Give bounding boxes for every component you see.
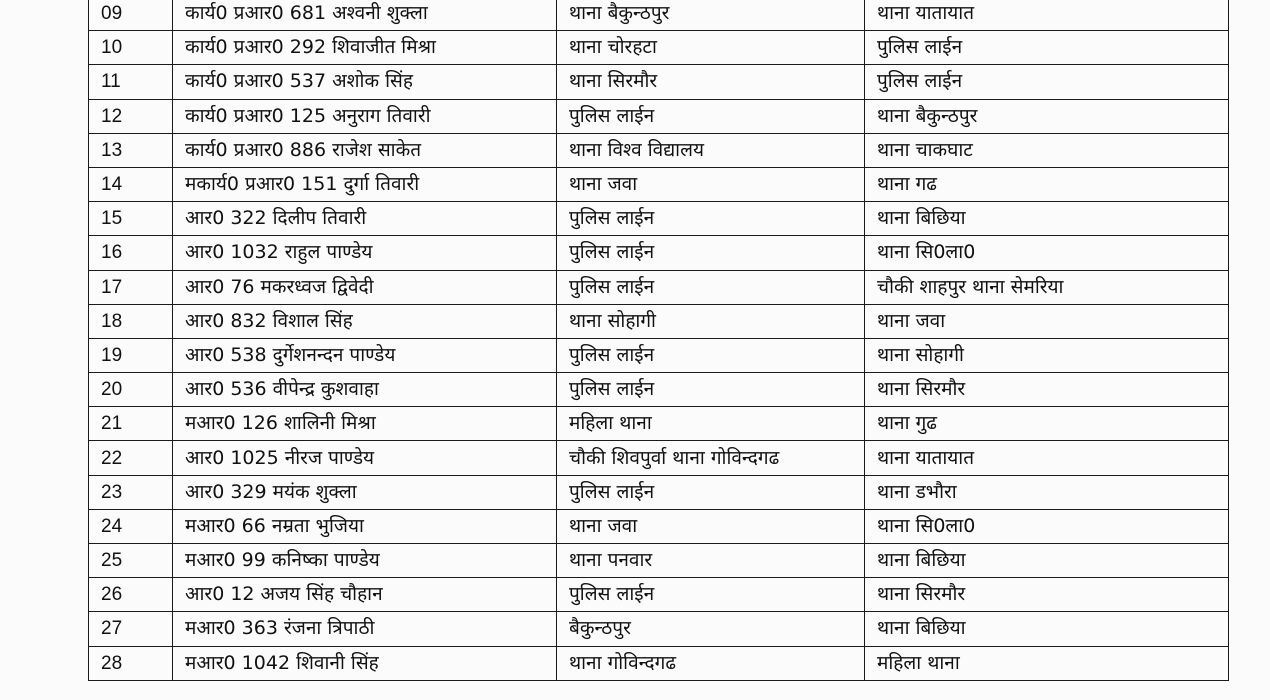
- employee-name-cell: मआर0 66 नम्रता भुजिया: [173, 509, 557, 543]
- new-posting-cell: थाना सि0ला0: [865, 509, 1229, 543]
- serial-number-cell: 10: [89, 31, 173, 65]
- new-posting-cell: थाना डभौरा: [865, 475, 1229, 509]
- table-row: [89, 612, 1229, 646]
- table-row: [89, 441, 1229, 475]
- new-posting-cell: थाना जवा: [865, 304, 1229, 338]
- employee-name-cell: कार्य0 प्रआर0 886 राजेश साकेत: [173, 133, 557, 167]
- current-posting-cell: थाना गोविन्दगढ: [557, 646, 865, 680]
- employee-name-cell: कार्य0 प्रआर0 537 अशोक सिंह: [173, 65, 557, 99]
- serial-number-cell: 23: [89, 475, 173, 509]
- employee-name-cell: कार्य0 प्रआर0 292 शिवाजीत मिश्रा: [173, 31, 557, 65]
- current-posting-cell: थाना विश्व विद्यालय: [557, 133, 865, 167]
- serial-number-cell: 13: [89, 133, 173, 167]
- serial-number-cell: 11: [89, 65, 173, 99]
- serial-number-cell: 09: [89, 0, 173, 31]
- current-posting-cell: थाना पनवार: [557, 544, 865, 578]
- current-posting-cell: पुलिस लाईन: [557, 99, 865, 133]
- serial-number-cell: 24: [89, 509, 173, 543]
- current-posting-cell: थाना चोरहटा: [557, 31, 865, 65]
- employee-name-cell: कार्य0 प्रआर0 125 अनुराग तिवारी: [173, 99, 557, 133]
- table-row: [89, 167, 1229, 201]
- new-posting-cell: चौकी शाहपुर थाना सेमरिया: [865, 270, 1229, 304]
- employee-name-cell: आर0 1032 राहुल पाण्डेय: [173, 236, 557, 270]
- employee-name-cell: आर0 322 दिलीप तिवारी: [173, 202, 557, 236]
- employee-name-cell: मआर0 363 रंजना त्रिपाठी: [173, 612, 557, 646]
- serial-number-cell: 20: [89, 373, 173, 407]
- serial-number-cell: 18: [89, 304, 173, 338]
- employee-name-cell: आर0 832 विशाल सिंह: [173, 304, 557, 338]
- table-row: [89, 31, 1229, 65]
- table-row: [89, 236, 1229, 270]
- current-posting-cell: पुलिस लाईन: [557, 475, 865, 509]
- current-posting-cell: बैकुन्ठपुर: [557, 612, 865, 646]
- current-posting-cell: पुलिस लाईन: [557, 578, 865, 612]
- employee-name-cell: आर0 536 वीपेन्द्र कुशवाहा: [173, 373, 557, 407]
- employee-name-cell: आर0 76 मकरध्वज द्विवेदी: [173, 270, 557, 304]
- table-body: [89, 0, 1229, 680]
- new-posting-cell: थाना सिरमौर: [865, 578, 1229, 612]
- employee-name-cell: आर0 329 मयंक शुक्ला: [173, 475, 557, 509]
- table-row: [89, 304, 1229, 338]
- new-posting-cell: थाना गुढ: [865, 407, 1229, 441]
- current-posting-cell: पुलिस लाईन: [557, 338, 865, 372]
- current-posting-cell: थाना जवा: [557, 167, 865, 201]
- employee-name-cell: आर0 12 अजय सिंह चौहान: [173, 578, 557, 612]
- table-row: [89, 544, 1229, 578]
- table-row: [89, 133, 1229, 167]
- new-posting-cell: थाना बिछिया: [865, 544, 1229, 578]
- new-posting-cell: थाना यातायात: [865, 441, 1229, 475]
- current-posting-cell: थाना जवा: [557, 509, 865, 543]
- serial-number-cell: 16: [89, 236, 173, 270]
- table-row: [89, 338, 1229, 372]
- current-posting-cell: महिला थाना: [557, 407, 865, 441]
- serial-number-cell: 22: [89, 441, 173, 475]
- table-row: [89, 475, 1229, 509]
- new-posting-cell: थाना सिरमौर: [865, 373, 1229, 407]
- current-posting-cell: पुलिस लाईन: [557, 202, 865, 236]
- new-posting-cell: थाना बिछिया: [865, 612, 1229, 646]
- table-row: [89, 99, 1229, 133]
- current-posting-cell: थाना सिरमौर: [557, 65, 865, 99]
- current-posting-cell: पुलिस लाईन: [557, 236, 865, 270]
- new-posting-cell: थाना सोहागी: [865, 338, 1229, 372]
- table-row: [89, 65, 1229, 99]
- employee-name-cell: मआर0 1042 शिवानी सिंह: [173, 646, 557, 680]
- serial-number-cell: 15: [89, 202, 173, 236]
- serial-number-cell: 27: [89, 612, 173, 646]
- new-posting-cell: थाना बिछिया: [865, 202, 1229, 236]
- table-row: [89, 646, 1229, 680]
- new-posting-cell: पुलिस लाईन: [865, 31, 1229, 65]
- current-posting-cell: चौकी शिवपुर्वा थाना गोविन्दगढ: [557, 441, 865, 475]
- serial-number-cell: 17: [89, 270, 173, 304]
- serial-number-cell: 26: [89, 578, 173, 612]
- new-posting-cell: थाना चाकघाट: [865, 133, 1229, 167]
- table-row: [89, 373, 1229, 407]
- serial-number-cell: 12: [89, 99, 173, 133]
- table-row: [89, 578, 1229, 612]
- employee-name-cell: आर0 538 दुर्गेशनन्दन पाण्डेय: [173, 338, 557, 372]
- serial-number-cell: 21: [89, 407, 173, 441]
- new-posting-cell: पुलिस लाईन: [865, 65, 1229, 99]
- new-posting-cell: थाना गढ: [865, 167, 1229, 201]
- table-row: [89, 407, 1229, 441]
- employee-name-cell: कार्य0 प्रआर0 681 अश्वनी शुक्ला: [173, 0, 557, 31]
- serial-number-cell: 28: [89, 646, 173, 680]
- employee-name-cell: मआर0 99 कनिष्का पाण्डेय: [173, 544, 557, 578]
- new-posting-cell: थाना यातायात: [865, 0, 1229, 31]
- table-row: [89, 202, 1229, 236]
- new-posting-cell: थाना सि0ला0: [865, 236, 1229, 270]
- current-posting-cell: थाना बैकुन्ठपुर: [557, 0, 865, 31]
- employee-name-cell: आर0 1025 नीरज पाण्डेय: [173, 441, 557, 475]
- employee-name-cell: मआर0 126 शालिनी मिश्रा: [173, 407, 557, 441]
- current-posting-cell: थाना सोहागी: [557, 304, 865, 338]
- serial-number-cell: 19: [89, 338, 173, 372]
- table-row: [89, 270, 1229, 304]
- current-posting-cell: पुलिस लाईन: [557, 270, 865, 304]
- new-posting-cell: महिला थाना: [865, 646, 1229, 680]
- new-posting-cell: थाना बैकुन्ठपुर: [865, 99, 1229, 133]
- employee-name-cell: मकार्य0 प्रआर0 151 दुर्गा तिवारी: [173, 167, 557, 201]
- current-posting-cell: पुलिस लाईन: [557, 373, 865, 407]
- serial-number-cell: 14: [89, 167, 173, 201]
- serial-number-cell: 25: [89, 544, 173, 578]
- table-row: [89, 509, 1229, 543]
- table-row: [89, 0, 1229, 31]
- transfer-list-table: [88, 0, 1229, 681]
